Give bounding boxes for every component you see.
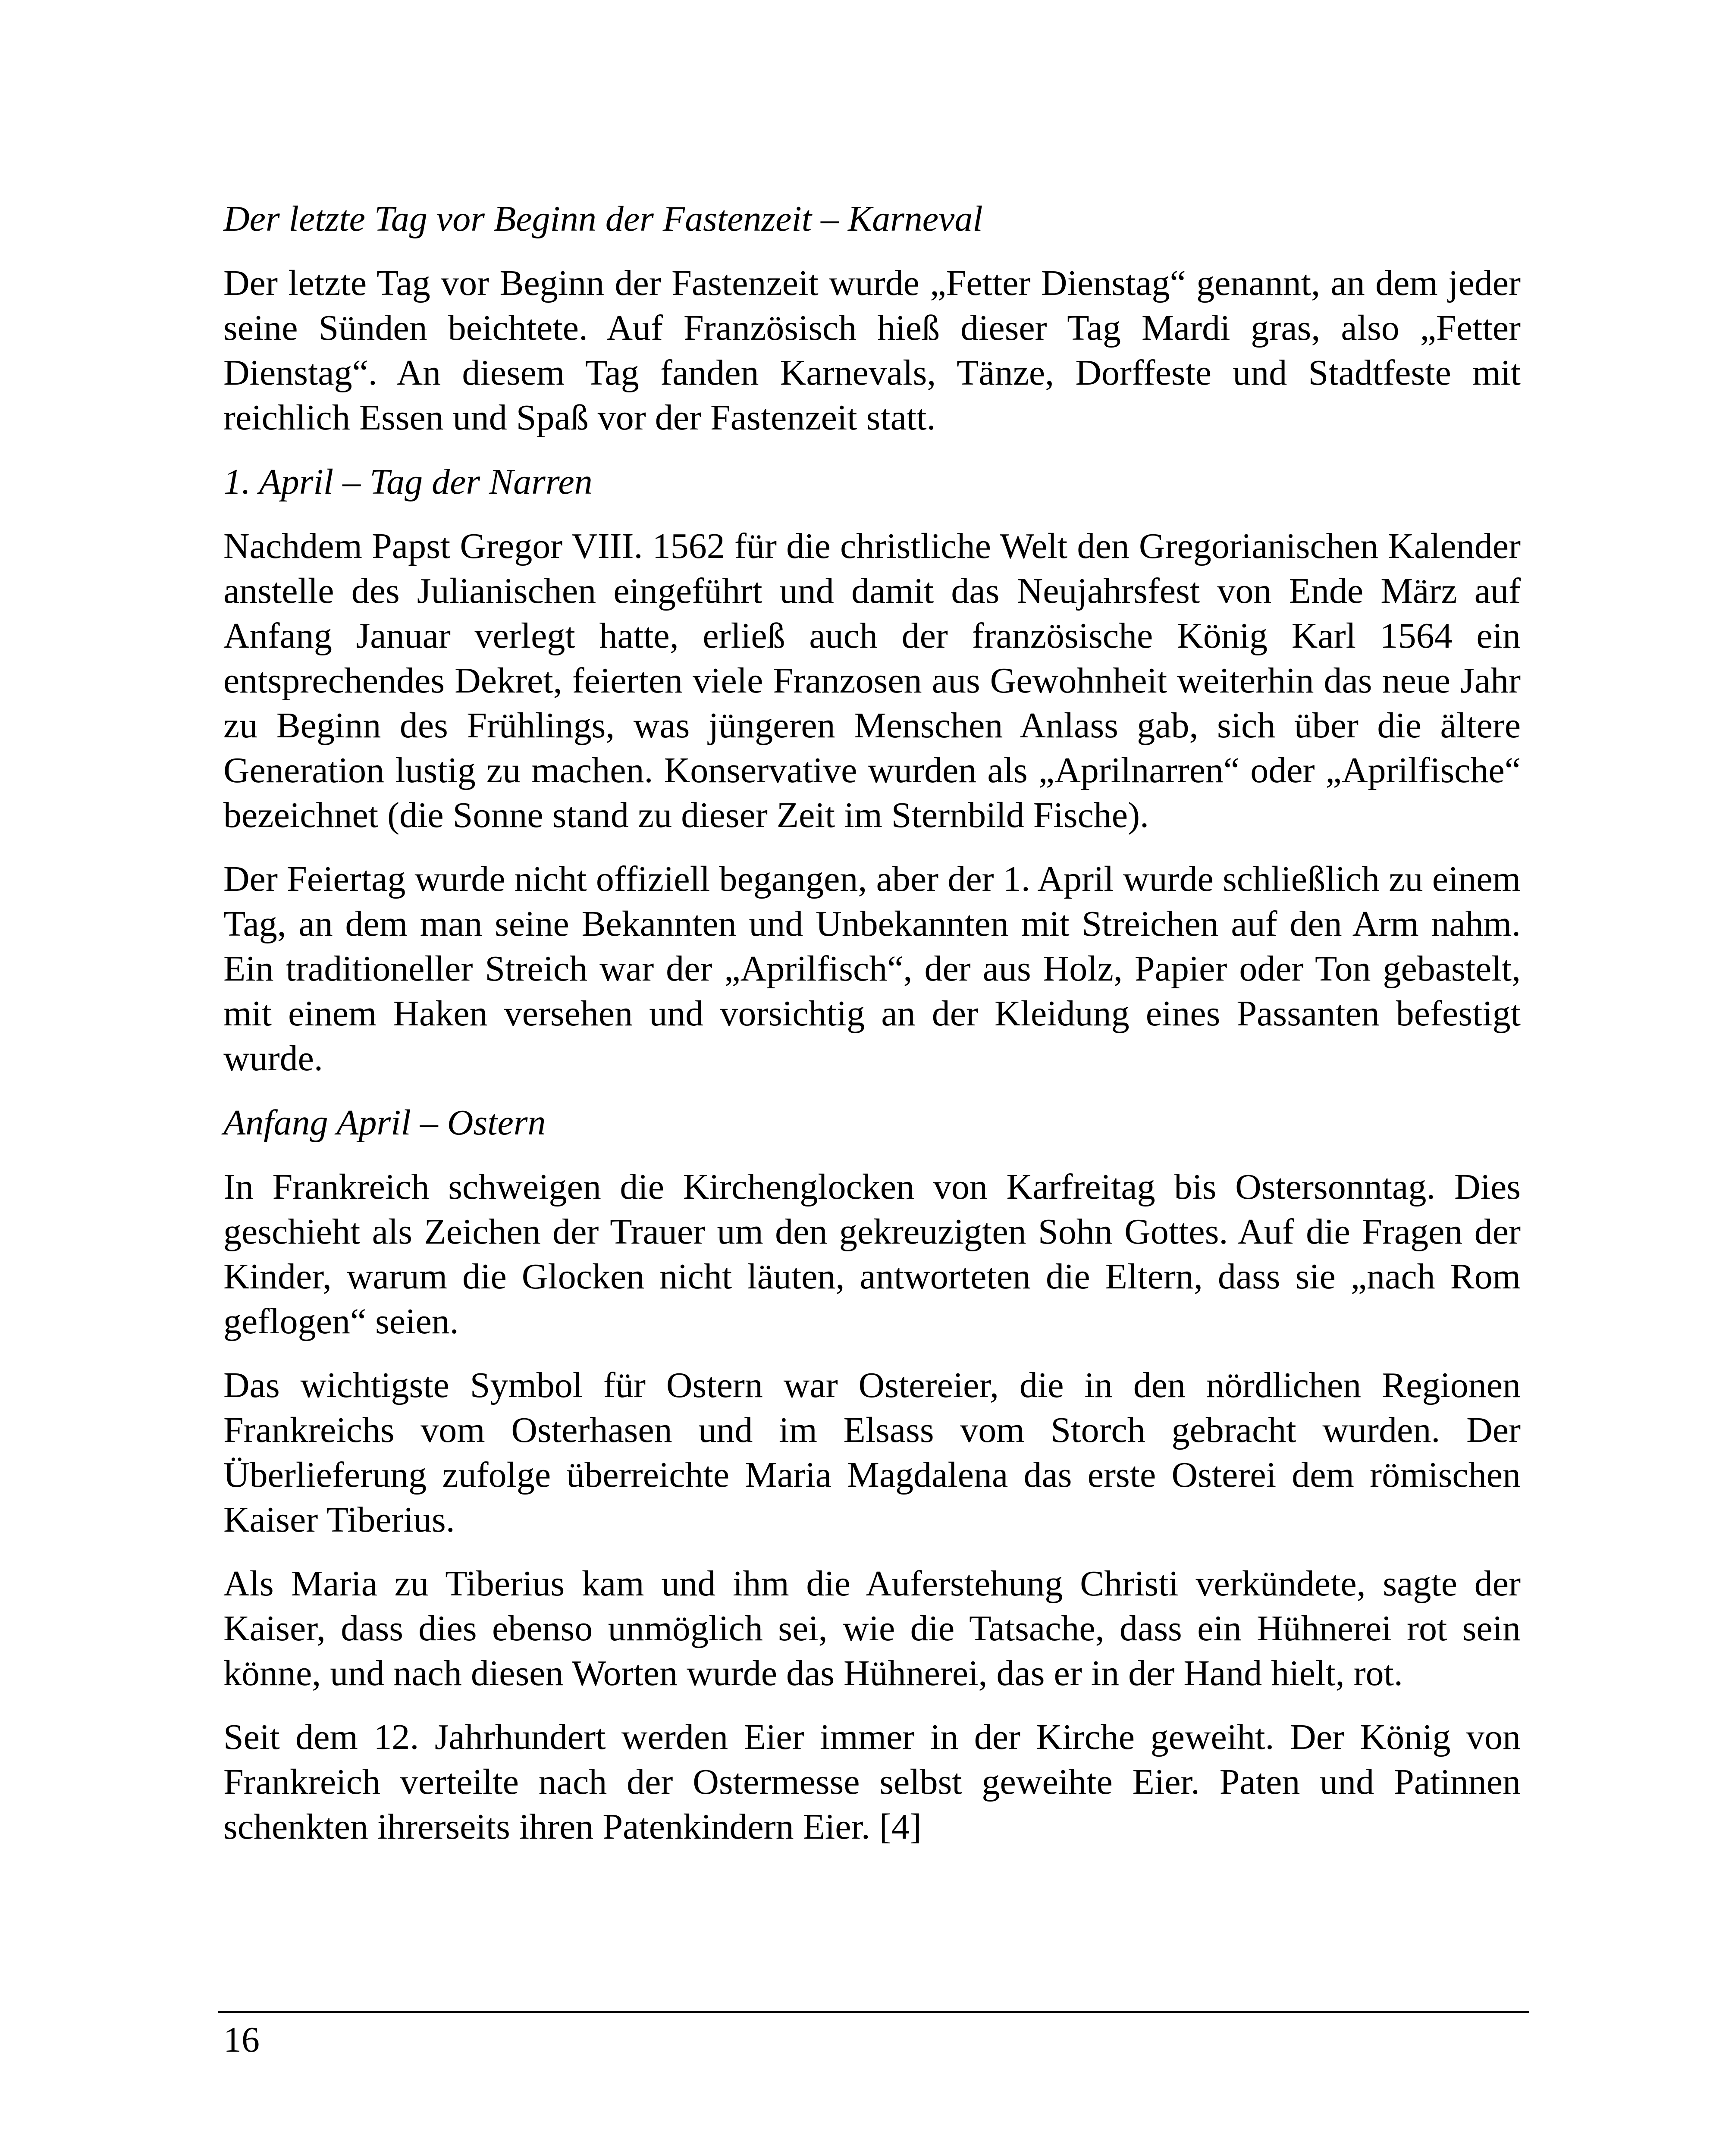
paragraph-easter-blessing: Seit dem 12. Jahrhundert werden Eier immer in der Kirche geweiht. Der König von Frankreich verteilte nach der Ostermesse selbst geweihte Eier. Paten und Patinnen schenkten ihrerseits ihren Patenkindern Eier. [4] — [223, 1717, 1521, 1847]
section-heading-april-fools: 1. April – Tag der Narren — [223, 462, 593, 502]
section-heading-easter: Anfang April – Ostern — [223, 1103, 546, 1143]
page-number: 16 — [223, 2020, 260, 2060]
paragraph-easter-tiberius: Als Maria zu Tiberius kam und ihm die Auferstehung Christi verkündete, sagte der Kaiser, dass dies ebenso unmöglich sei, wie die Tatsache, dass ein Hühnerei rot sein könne, und nach diesen Worten wurde das Hühnerei, das er in der Hand hielt, rot. — [223, 1564, 1521, 1693]
paragraph-april-fools-custom: Der Feiertag wurde nicht offiziell begangen, aber der 1. April wurde schließlich zu einem Tag, an dem man seine Bekannten und Unbekannten mit Streichen auf den Arm nahm. Ein traditioneller Streich war der „Aprilfisch“, der aus Holz, Papier oder Ton gebastelt, mit einem Haken versehen und vorsichtig an der Kleidung eines Passanten befestigt wurde. — [223, 859, 1521, 1078]
footer-divider — [218, 2011, 1529, 2013]
section-heading-karneval: Der letzte Tag vor Beginn der Fastenzeit – Karneval — [223, 199, 983, 239]
body-text — [223, 196, 1521, 1868]
paragraph-april-fools-history: Nachdem Papst Gregor VIII. 1562 für die christliche Welt den Gregorianischen Kalender anstelle des Julianischen eingeführt und damit das Neujahrsfest von Ende März auf Anfang Januar verlegt hatte, erließ auch der französische König Karl 1564 ein entsprechendes Dekret, feierten viele Franzosen aus Gewohnheit weiterhin das neue Jahr zu Beginn des Frühlings, was jüngeren Menschen Anlass gab, sich über die ältere Generation lustig zu machen. Konservative wurden als „Aprilnarren“ oder „Aprilfische“ bezeichnet (die Sonne stand zu dieser Zeit im Sternbild Fische). — [223, 526, 1521, 835]
paragraph-easter-eggs: Das wichtigste Symbol für Ostern war Ostereier, die in den nördlichen Regionen Frankreichs vom Osterhasen und im Elsass vom Storch gebracht wurden. Der Überlieferung zufolge überreichte Maria Magdalena das erste Osterei dem römischen Kaiser Tiberius. — [223, 1365, 1521, 1540]
paragraph-easter-bells: In Frankreich schweigen die Kirchenglocken von Karfreitag bis Ostersonntag. Dies geschieht als Zeichen der Trauer um den gekreuzigten Sohn Gottes. Auf die Fragen der Kinder, warum die Glocken nicht läuten, antworteten die Eltern, dass sie „nach Rom geflogen“ seien. — [223, 1167, 1521, 1341]
paragraph-karneval: Der letzte Tag vor Beginn der Fastenzeit wurde „Fetter Dienstag“ genannt, an dem jeder seine Sünden beichtete. Auf Französisch hieß dieser Tag Mardi gras, also „Fetter Dienstag“. An diesem Tag fanden Karnevals, Tänze, Dorffeste und Stadtfeste mit reichlich Essen und Spaß vor der Fastenzeit statt. — [223, 263, 1521, 438]
